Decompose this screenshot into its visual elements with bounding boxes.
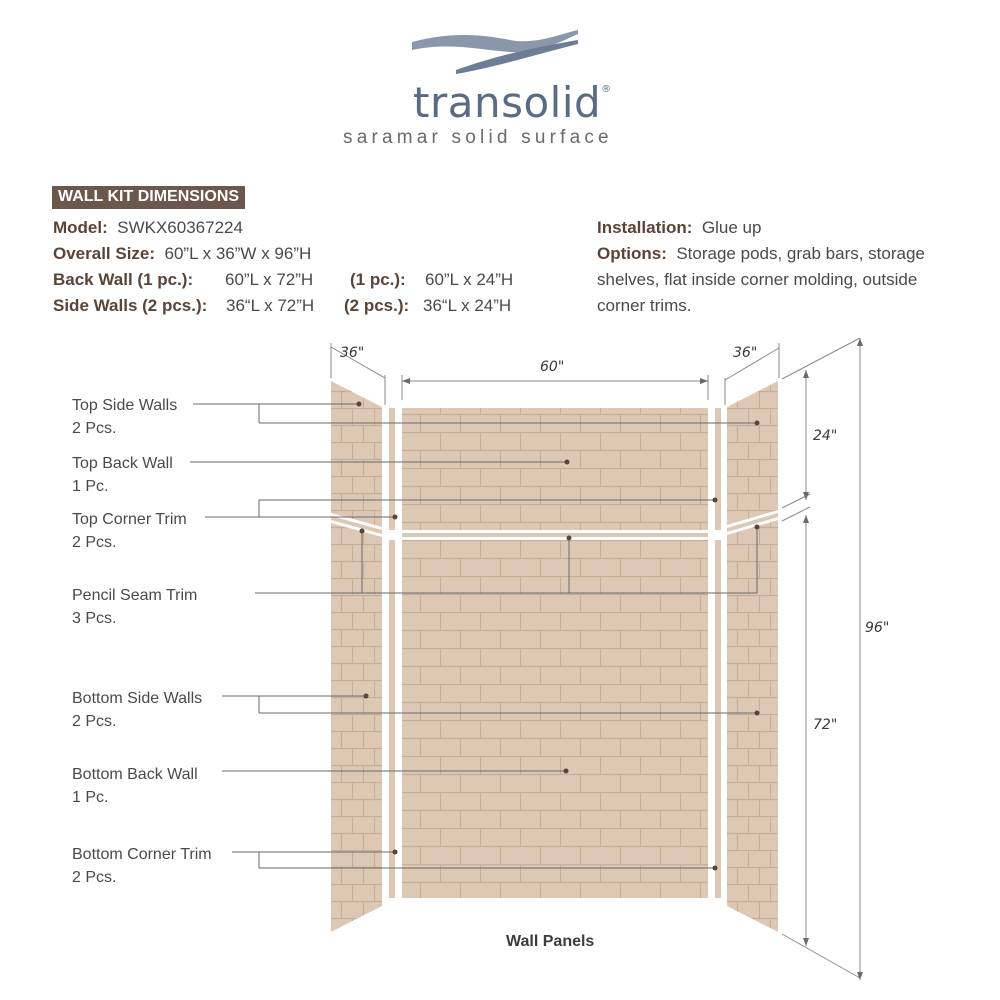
spec-back-wall-size: 60”L x 72”H [225, 270, 314, 289]
spec-back-wall-top-label: (1 pc.): [350, 270, 406, 289]
back-pencil-seam [402, 533, 708, 537]
diagram-caption: Wall Panels [506, 933, 595, 950]
left-bottom-corner-trim [389, 540, 395, 898]
left-top-corner-trim [389, 408, 395, 530]
callout-top-corner-trim: Top Corner Trim 2 Pcs. [72, 511, 187, 551]
callout-pencil-seam-trim: Pencil Seam Trim 3 Pcs. [72, 587, 198, 627]
spec-side-walls: Side Walls (2 pcs.): [53, 296, 208, 315]
callout-top-back-wall: Top Back Wall 1 Pc. [72, 455, 173, 495]
dim-left-width: 36" [340, 345, 365, 361]
dim-right-width: 36" [733, 345, 758, 361]
callout-top-side-walls: Top Side Walls 2 Pcs. [72, 397, 178, 437]
spec-installation: Installation: Glue up [597, 218, 762, 237]
spec-side-walls-top-label: (2 pcs.): [344, 296, 410, 315]
brand-name: transolid® [413, 78, 612, 127]
spec-options: Options: Storage pods, grab bars, storage [597, 244, 925, 263]
spec-back-wall: Back Wall (1 pc.): [53, 270, 194, 289]
right-top-corner-trim [715, 408, 721, 530]
spec-back-wall-top-size: 60”L x 24”H [425, 270, 514, 289]
bottom-right-side-wall [727, 520, 778, 932]
spec-model: Model: SWKX60367224 [53, 218, 243, 237]
top-left-side-wall [331, 381, 382, 527]
brand-tagline: saramar solid surface [343, 127, 613, 148]
dim-bottom-height: 72" [813, 717, 838, 733]
spec-options-line-3: corner trims. [597, 296, 692, 315]
callout-bottom-back-wall: Bottom Back Wall 1 Pc. [72, 766, 198, 806]
section-title: WALL KIT DIMENSIONS [52, 186, 245, 209]
spec-options-line-2: shelves, flat inside corner molding, outside [597, 270, 918, 289]
right-bottom-corner-trim [715, 540, 721, 898]
bottom-back-wall [402, 540, 708, 898]
spec-side-walls-size: 36“L x 72”H [226, 296, 315, 315]
top-back-wall [402, 408, 708, 530]
callout-bottom-side-walls: Bottom Side Walls 2 Pcs. [72, 690, 203, 730]
logo-wave-icon [410, 28, 580, 78]
spec-side-walls-top-size: 36“L x 24”H [423, 296, 512, 315]
bottom-left-side-wall [331, 523, 382, 932]
spec-overall-size: Overall Size: 60”L x 36”W x 96”H [53, 244, 312, 263]
dim-overall-height: 96" [865, 620, 890, 636]
dim-top-height: 24" [813, 428, 838, 444]
dim-back-width: 60" [540, 359, 565, 375]
callout-bottom-corner-trim: Bottom Corner Trim 2 Pcs. [72, 846, 212, 886]
top-right-side-wall [727, 381, 778, 525]
wall-panels-diagram [0, 330, 1000, 1000]
